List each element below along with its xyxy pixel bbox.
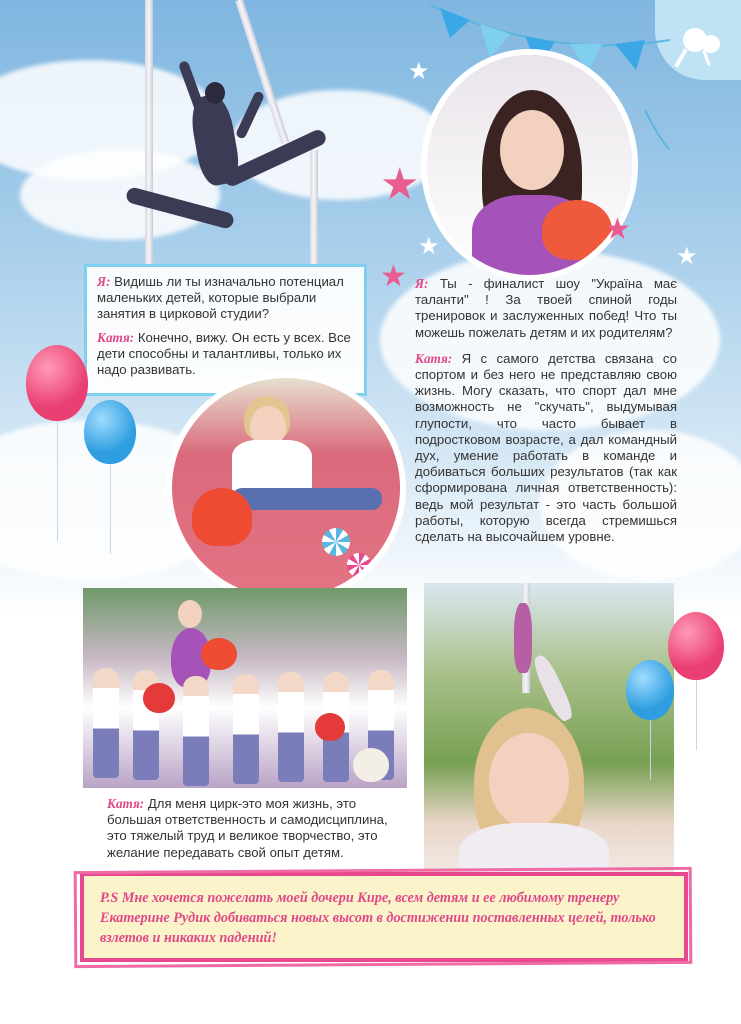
answer-label: Катя: bbox=[415, 350, 453, 366]
white-balloon bbox=[353, 748, 389, 782]
interview-box-2 bbox=[415, 276, 677, 555]
star-decoration: ★ bbox=[676, 243, 698, 270]
interview-box-1 bbox=[84, 264, 367, 396]
heart-balloon bbox=[192, 488, 252, 546]
question-text: Ты - финалист шоу "Україна має таланти" ! За твоей спиной годы тренировок и заслуженных побед! Что ты можешь пожелать детям и их родителям? bbox=[415, 276, 677, 340]
ps-message-box bbox=[80, 872, 688, 962]
lollipop-decoration bbox=[322, 528, 350, 556]
face bbox=[500, 110, 564, 190]
question-text: Видишь ли ты изначально потенциал маленьких детей, которые выбрали занятия в цирковой студии? bbox=[97, 274, 344, 322]
blue-balloon bbox=[626, 660, 674, 720]
question-label: Я: bbox=[97, 274, 111, 289]
star-decoration: ★ bbox=[380, 160, 420, 209]
star-decoration: ★ bbox=[408, 58, 430, 85]
acrobat-figure bbox=[514, 603, 532, 673]
heart-balloon bbox=[315, 713, 345, 741]
answer-text: Для меня цирк-это моя жизнь, это большая ответственность и самодисциплина, это тяжелый труд и великое творчество, это желание передавать свой опыт детям. bbox=[107, 796, 388, 860]
blue-balloon bbox=[84, 400, 136, 464]
answer-text: Я с самого детства связана со спортом и без него не представляю свою жизнь. Могу сказать, что спорт дал мне возможность не "скучать", выдумывая глупости, что часто бывает в подростковом возрасте, а дал командный дух, умение работать в команде и добиваться больших результатов (так как сформирована личная ответственность): ведь мой результат - это часть большой работы, которую всегда стремишься сделать на высочайшем уровне. bbox=[415, 350, 677, 545]
little-girl-photo bbox=[424, 583, 674, 883]
question-label: Я: bbox=[415, 276, 429, 291]
star-decoration: ★ bbox=[604, 213, 631, 246]
answer-label: Катя: bbox=[107, 796, 145, 811]
ps-text: P.S Мне хочется пожелать моей дочери Кире, всем детям и ее любимому тренеру Екатерине Рудик добиваться новых высот в достижении поставленных целей, только взлетов и никаких падений! bbox=[100, 890, 656, 946]
acrobat-leg bbox=[125, 186, 235, 230]
child-figure bbox=[183, 676, 209, 786]
star-decoration: ★ bbox=[418, 233, 440, 260]
star-decoration: ★ bbox=[380, 260, 407, 293]
face bbox=[489, 733, 569, 828]
portrait-photo-katya bbox=[427, 55, 632, 275]
heart-balloon bbox=[201, 638, 237, 670]
answer-text: Конечно, вижу. Он есть у всех. Все дети способны и талантливы, только их надо развивать. bbox=[97, 329, 351, 378]
lollipop-decoration bbox=[347, 553, 371, 577]
child-figure bbox=[93, 668, 119, 778]
pink-balloon bbox=[26, 345, 88, 421]
aerial-silk bbox=[310, 150, 318, 265]
answer-label: Катя: bbox=[97, 329, 135, 345]
child-figure bbox=[233, 674, 259, 784]
aerial-silk bbox=[145, 0, 153, 265]
acrobat-head bbox=[205, 82, 225, 104]
stretching-girl-photo bbox=[172, 378, 400, 598]
group-photo-children bbox=[83, 588, 407, 788]
heart-balloon bbox=[542, 200, 612, 260]
pants bbox=[232, 488, 382, 510]
acrobat-arm bbox=[235, 90, 265, 140]
aerial-acrobat-photo bbox=[95, 0, 345, 265]
acrobat-arm bbox=[178, 60, 206, 115]
heart-balloon bbox=[143, 683, 175, 713]
shirt bbox=[232, 440, 312, 495]
face bbox=[178, 600, 202, 628]
child-figure bbox=[278, 672, 304, 782]
pink-balloon bbox=[668, 612, 724, 680]
interview-box-3 bbox=[107, 796, 397, 861]
